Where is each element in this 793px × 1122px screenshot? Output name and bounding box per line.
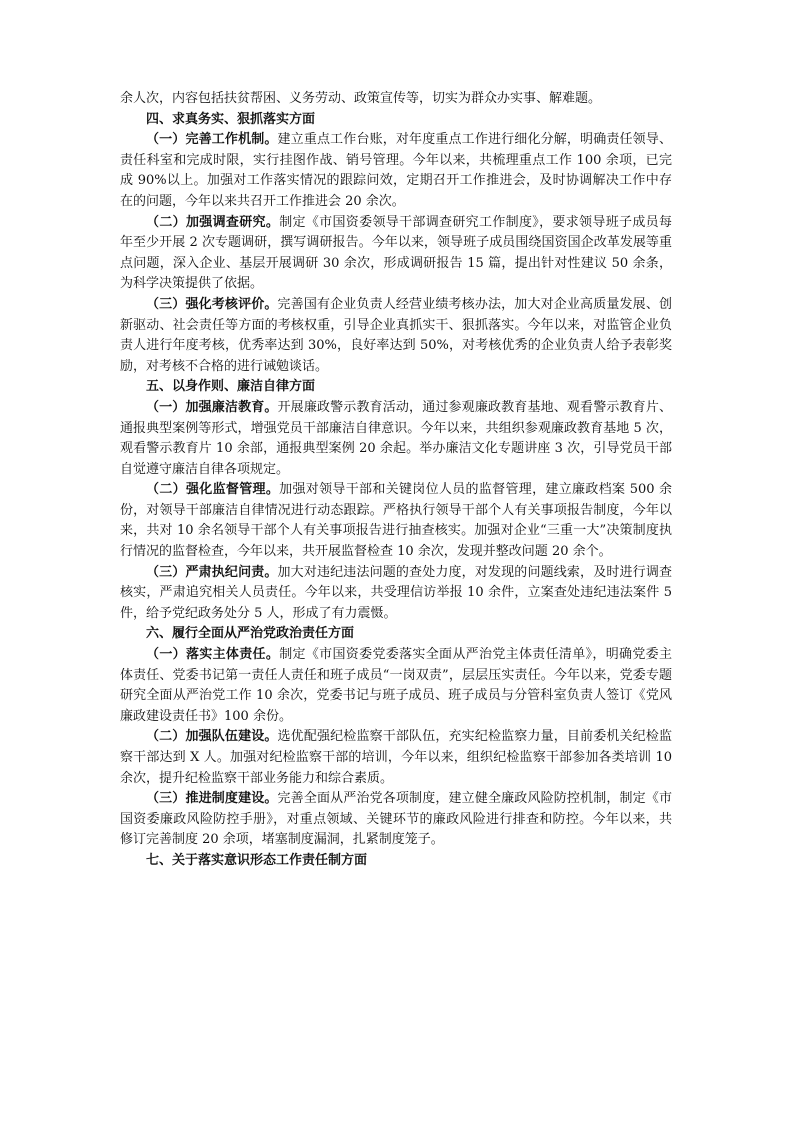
continuation-paragraph: 余人次，内容包括扶贫帮困、义务劳动、政策宣传等，切实为群众办实事、解难题。 [120, 91, 602, 106]
subheading: （一）落实主体责任。 [146, 647, 280, 663]
subheading: （一）加强廉洁教育。 [146, 399, 278, 415]
section-heading-7: 七、关于落实意识形态工作责任制方面 [146, 852, 368, 868]
paragraph-text: 完善国有企业负责人经营业绩考核办法，加大对企业高质量发展、创新驱动、社会责任等方面的考核权重，引导企业真抓实干、狠抓落实。今年以来，对监管企业负责人进行年度考核，优秀率达到 30%，良好率达到 50%，对考核优秀的企业负责人给予表彰奖励，对考核不合格的进行诫勉谈话。 [120, 296, 672, 374]
section-heading-6: 六、履行全面从严治党政治责任方面 [146, 626, 355, 642]
paragraph-6-1 [120, 645, 672, 727]
paragraph-text: 制定《市国资委党委落实全面从严治党主体责任清单》，明确党委主体责任、党委书记第一责任人责任和班子成员“一岗双责”，层层压实责任。今年以来，党委专题研究全面从严治党工作 10 余次，党委书记与班子成员、班子成员与分管科室负责人签订《党风廉政建设责任书》100 余份。 [120, 647, 672, 724]
document-body [120, 89, 672, 872]
subheading: （三）推进制度建设。 [146, 791, 278, 807]
paragraph-4-1 [120, 130, 672, 212]
subheading: （一）完善工作机制。 [146, 132, 278, 148]
subheading: （二）加强队伍建设。 [146, 729, 278, 745]
paragraph-6-3 [120, 789, 672, 851]
paragraph-text: 开展廉政警示教育活动，通过参观廉政教育基地、观看警示教育片、通报典型案例等形式，增强党员干部廉洁自律意识。今年以来，共组织参观廉政教育基地 5 次，观看警示教育片 10 余部，通报典型案例 20 余起。举办廉洁文化专题讲座 3 次，引导党员干部自觉遵守廉洁自律各项规定。 [120, 399, 672, 477]
paragraph-5-2 [120, 480, 672, 562]
paragraph-5-3 [120, 563, 672, 625]
paragraph-text: 制定《市国资委领导干部调查研究工作制度》，要求领导班子成员每年至少开展 2 次专题调研，撰写调研报告。今年以来，领导班子成员围绕国资国企改革发展等重点问题，深入企业、基层开展调研 30 余次，形成调研报告 15 篇，提出针对性建议 50 余条，为科学决策提供了依据。 [120, 214, 672, 292]
paragraph-text: 加强对领导干部和关键岗位人员的监督管理，建立廉政档案 500 余份，对领导干部廉洁自律情况进行动态跟踪。严格执行领导干部个人有关事项报告制度，今年以来，共对 10 余名领导干部个人有关事项报告进行抽查核实。加强对企业“三重一大”决策制度执行情况的监督检查，今年以来，共开展监督检查 10 余次，发现并整改问题 20 余个。 [120, 482, 672, 560]
section-heading-4: 四、求真务实、狠抓落实方面 [146, 111, 316, 127]
paragraph-4-3 [120, 295, 672, 377]
subheading: （二）强化监督管理。 [146, 482, 280, 498]
section-heading-5: 五、以身作则、廉洁自律方面 [146, 379, 316, 395]
paragraph-text: 加大对违纪违法问题的查处力度，对发现的问题线索，及时进行调查核实，严肃追究相关人员责任。今年以来，共受理信访举报 10 余件，立案查处违纪违法案件 5 件，给予党纪政务处分 5 人，形成了有力震慑。 [120, 564, 672, 621]
paragraph-4-2 [120, 213, 672, 295]
subheading: （三）强化考核评价。 [146, 296, 278, 312]
paragraph-text: 建立重点工作台账，对年度重点工作进行细化分解，明确责任领导、责任科室和完成时限，实行挂图作战、销号管理。今年以来，共梳理重点工作 100 余项，已完成 90%以上。加强对工作落实情况的跟踪问效，定期召开工作推进会，及时协调解决工作中存在的问题，今年以来共召开工作推进会 20 余次。 [120, 132, 672, 209]
paragraph-text: 选优配强纪检监察干部队伍，充实纪检监察力量，目前委机关纪检监察干部达到 X 人。加强对纪检监察干部的培训，今年以来，组织纪检监察干部参加各类培训 10 余次，提升纪检监察干部业务能力和综合素质。 [120, 729, 672, 786]
paragraph-6-2 [120, 727, 672, 789]
subheading: （三）严肃执纪问责。 [146, 564, 278, 580]
paragraph-text: 完善全面从严治党各项制度，建立健全廉政风险防控机制，制定《市国资委廉政风险防控手册》，对重点领域、关键环节的廉政风险进行排查和防控。今年以来，共修订完善制度 20 余项，堵塞制度漏洞，扎紧制度笼子。 [120, 791, 672, 848]
paragraph-5-1 [120, 398, 672, 480]
subheading: （二）加强调查研究。 [146, 214, 280, 230]
